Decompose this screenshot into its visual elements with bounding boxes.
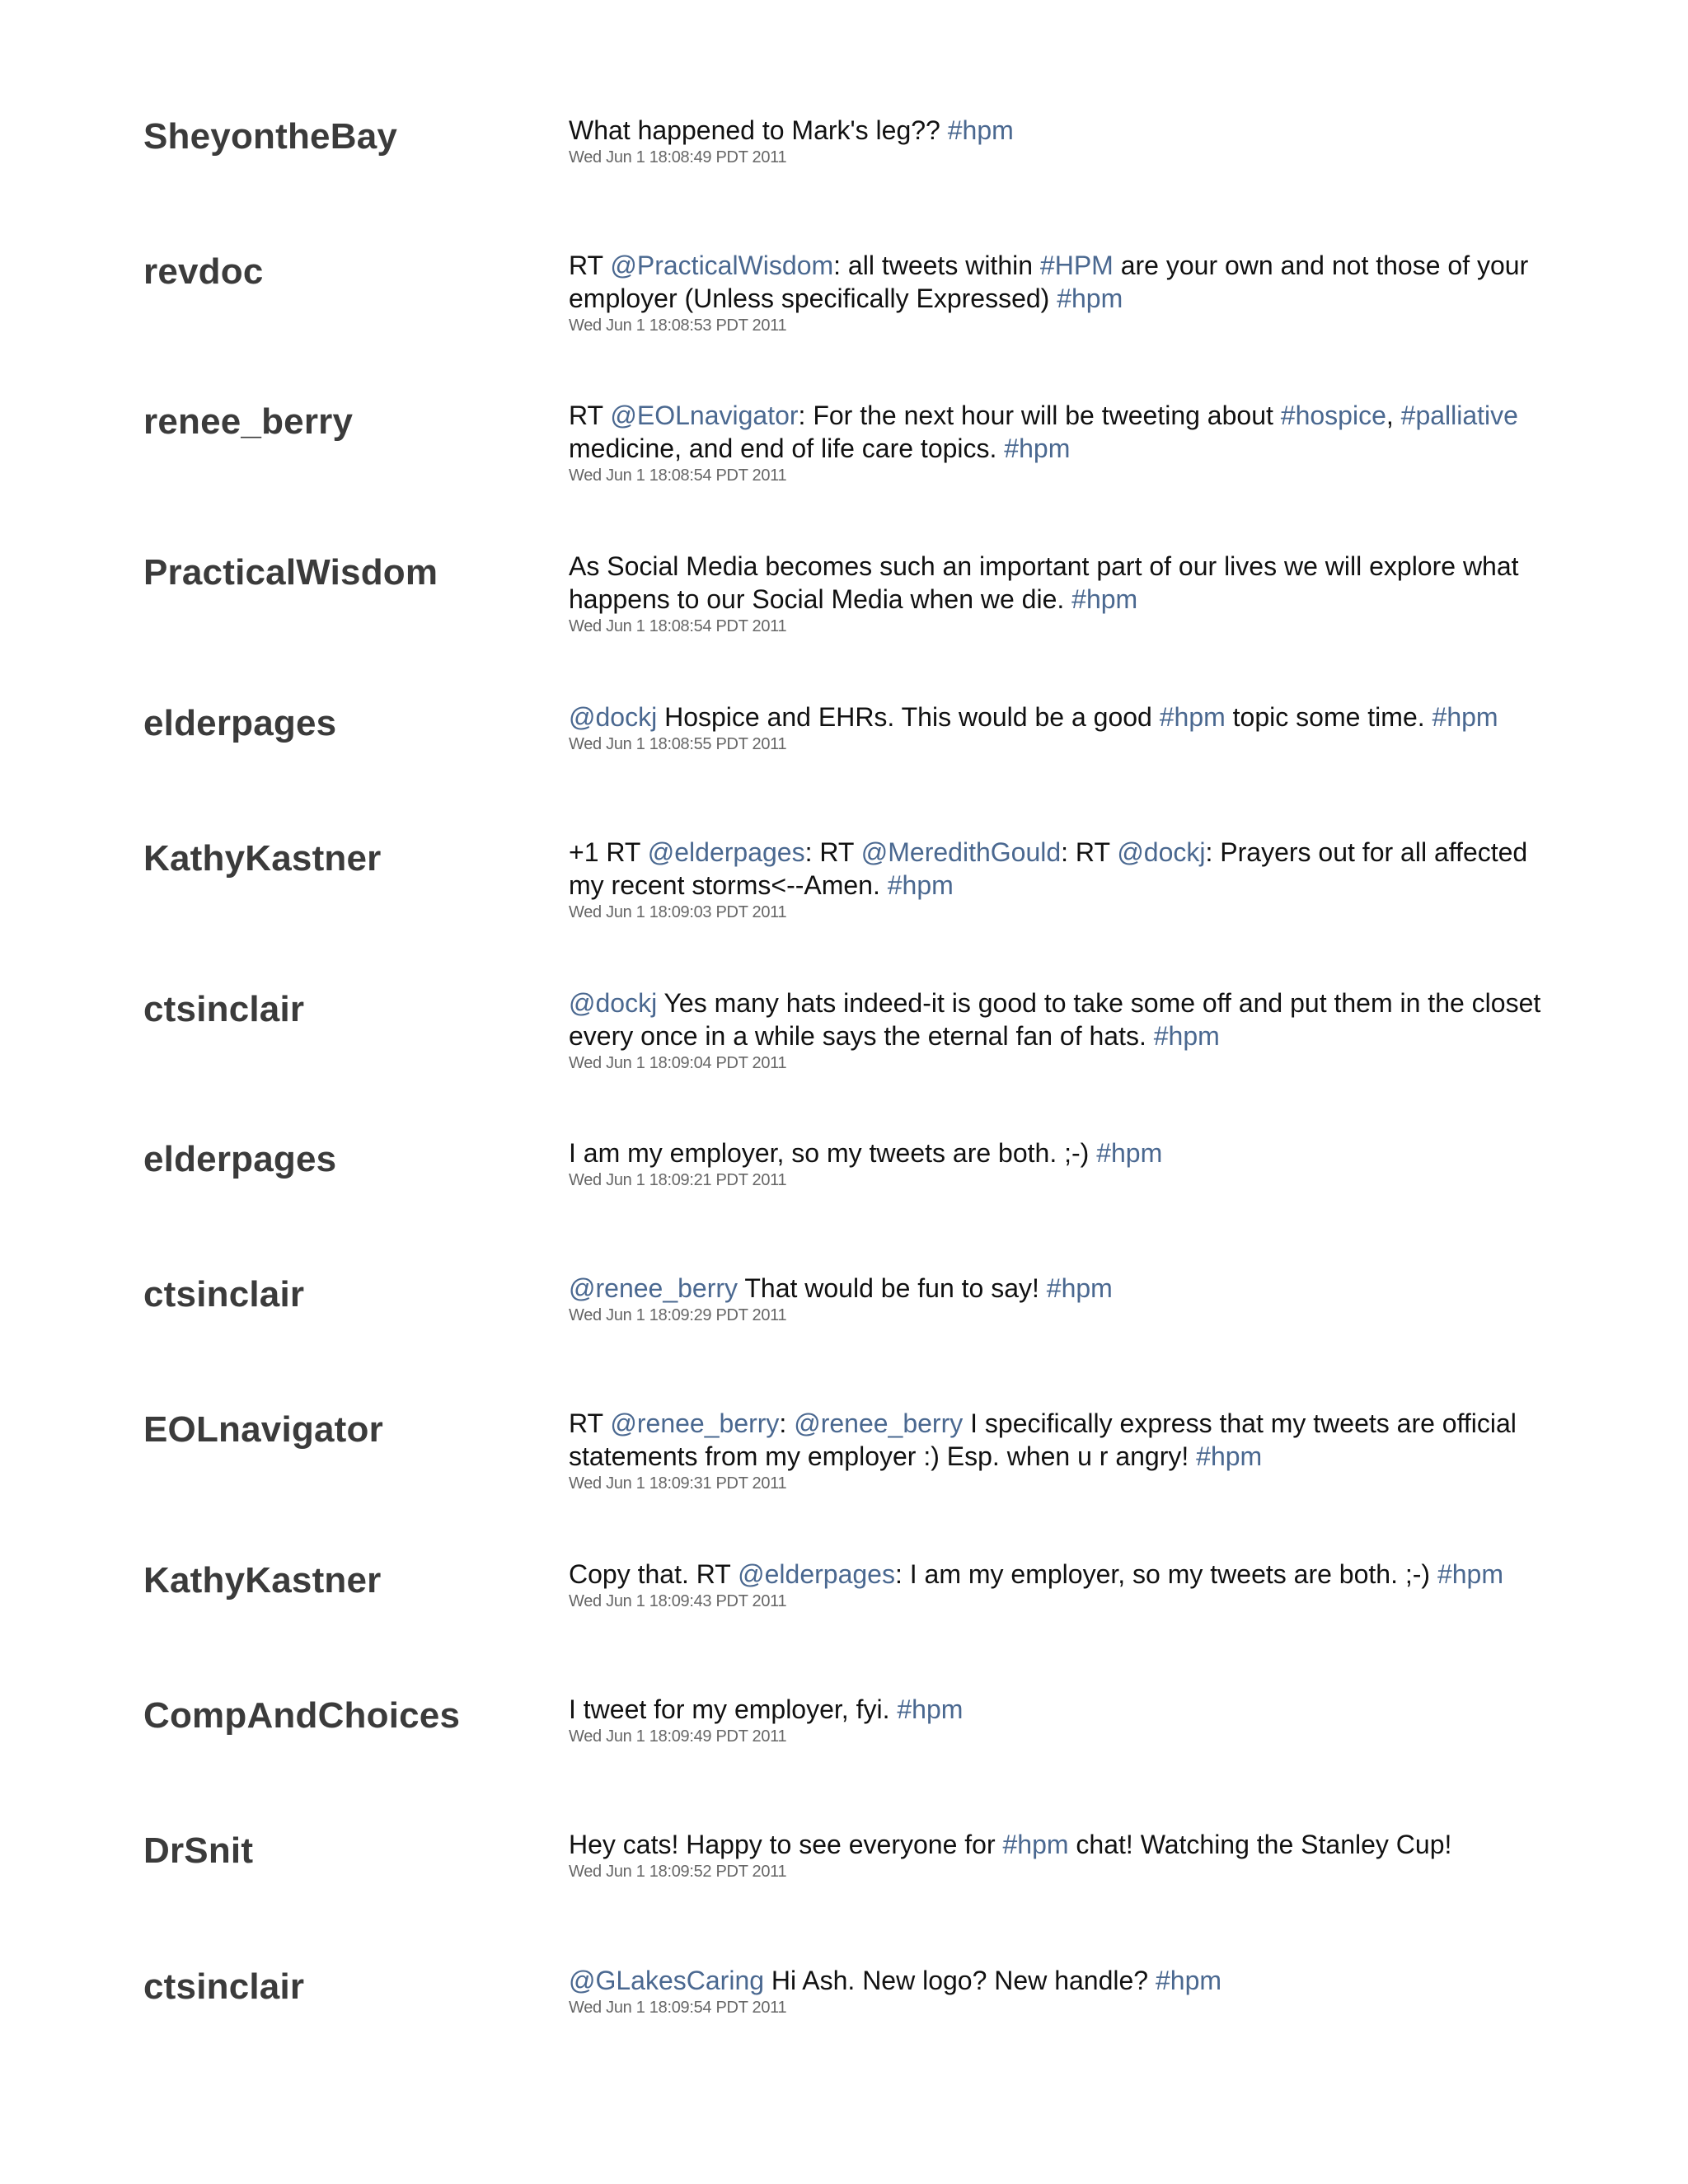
tweet-content [569, 701, 1541, 755]
tweet-timestamp: Wed Jun 1 18:09:54 PDT 2011 [569, 1999, 787, 2017]
tweet-timestamp: Wed Jun 1 18:09:43 PDT 2011 [569, 1592, 787, 1610]
tweet-timestamp: Wed Jun 1 18:08:55 PDT 2011 [569, 735, 787, 753]
mention-link[interactable]: @dockj [569, 988, 658, 1018]
tweet-username[interactable]: DrSnit [143, 1830, 254, 1871]
mention-link[interactable]: @GLakesCaring [569, 1966, 765, 1995]
tweet-text [569, 1828, 1541, 1861]
tweet-username[interactable]: renee_berry [143, 401, 354, 442]
hashtag-link[interactable]: #hpm [897, 1694, 964, 1724]
tweet-content [569, 1558, 1541, 1612]
hashtag-link[interactable]: #HPM [1039, 251, 1114, 280]
hashtag-link[interactable]: #hpm [1057, 284, 1123, 313]
tweet-username[interactable]: PracticalWisdom [143, 552, 438, 593]
tweet-content [569, 1272, 1541, 1326]
tweet-text-segment: medicine, and end of life care topics. [569, 434, 1005, 463]
tweet-timestamp: Wed Jun 1 18:09:52 PDT 2011 [569, 1863, 787, 1881]
mention-link[interactable]: @renee_berry [610, 1408, 780, 1438]
tweet-text-segment: , [1386, 401, 1401, 430]
tweet-username[interactable]: CompAndChoices [143, 1695, 461, 1736]
tweet-timestamp: Wed Jun 1 18:09:49 PDT 2011 [569, 1727, 787, 1746]
tweet-username[interactable]: elderpages [143, 1139, 337, 1179]
hashtag-link[interactable]: #palliative [1400, 401, 1518, 430]
tweet-username[interactable]: KathyKastner [143, 838, 382, 879]
tweet-timestamp: Wed Jun 1 18:08:54 PDT 2011 [569, 466, 787, 485]
tweet-content [569, 987, 1541, 1074]
mention-link[interactable]: @renee_berry [794, 1408, 964, 1438]
tweet-text-segment: That would be fun to say! [738, 1273, 1047, 1303]
tweet-content [569, 1828, 1541, 1882]
tweet-text [569, 399, 1541, 465]
tweet-timestamp: Wed Jun 1 18:09:03 PDT 2011 [569, 903, 787, 921]
tweet-text-segment: Yes many hats indeed-it is good to take some off and put them in the closet every once in a while says the eternal fan of hats. [569, 988, 1541, 1051]
tweet-text-segment: : I am my employer, so my tweets are both. ;-) [894, 1559, 1437, 1589]
tweet-timestamp: Wed Jun 1 18:08:53 PDT 2011 [569, 316, 787, 335]
tweet-content [569, 249, 1541, 336]
tweet-content [569, 114, 1541, 168]
tweet-username[interactable]: elderpages [143, 703, 337, 743]
tweet-content [569, 1964, 1541, 2018]
tweet-text [569, 836, 1541, 902]
tweet-text-segment: : RT [804, 837, 861, 867]
tweet-text-segment: Hey cats! Happy to see everyone for [569, 1830, 1003, 1859]
tweet-username[interactable]: SheyontheBay [143, 116, 398, 157]
mention-link[interactable]: @elderpages [647, 837, 805, 867]
mention-link[interactable]: @renee_berry [569, 1273, 738, 1303]
tweet-text [569, 1272, 1541, 1305]
tweet-text [569, 987, 1541, 1052]
tweet-username[interactable]: EOLnavigator [143, 1409, 383, 1450]
tweet-text-segment: I am my employer, so my tweets are both. ;-) [569, 1138, 1097, 1168]
hashtag-link[interactable]: #hpm [1155, 1966, 1222, 1995]
tweet-text-segment: Copy that. RT [569, 1559, 738, 1589]
hashtag-link[interactable]: #hpm [1153, 1021, 1220, 1051]
hashtag-link[interactable]: #hospice [1280, 401, 1386, 430]
hashtag-link[interactable]: #hpm [1071, 584, 1138, 614]
hashtag-link[interactable]: #hpm [1004, 434, 1071, 463]
tweet-text-segment: Hospice and EHRs. This would be a good [657, 702, 1160, 732]
tweet-text [569, 1137, 1541, 1169]
tweet-content [569, 399, 1541, 486]
tweet-content [569, 836, 1541, 923]
tweet-text [569, 701, 1541, 733]
tweet-text [569, 1964, 1541, 1997]
tweet-text-segment: : Prayers out for all affected my recent storms<--Amen. [569, 837, 1528, 900]
tweet-username[interactable]: KathyKastner [143, 1560, 382, 1601]
tweet-text-segment: are your own and not those of your employer (Unless specifically Expressed) [569, 251, 1529, 313]
tweet-text-segment: chat! Watching the Stanley Cup! [1068, 1830, 1452, 1859]
tweet-text-segment: RT [569, 401, 611, 430]
hashtag-link[interactable]: #hpm [1046, 1273, 1113, 1303]
tweet-content [569, 550, 1541, 637]
tweet-content [569, 1407, 1541, 1494]
tweet-text-segment: Hi Ash. New logo? New handle? [764, 1966, 1156, 1995]
hashtag-link[interactable]: #hpm [1159, 702, 1226, 732]
tweet-text-segment: topic some time. [1225, 702, 1432, 732]
tweet-text-segment: : RT [1061, 837, 1118, 867]
tweet-timestamp: Wed Jun 1 18:08:49 PDT 2011 [569, 148, 787, 166]
tweet-content [569, 1693, 1541, 1747]
tweet-timestamp: Wed Jun 1 18:08:54 PDT 2011 [569, 617, 787, 635]
tweet-text-segment: What happened to Mark's leg?? [569, 115, 948, 145]
tweet-text [569, 550, 1541, 616]
hashtag-link[interactable]: #hpm [887, 870, 954, 900]
hashtag-link[interactable]: #hpm [1196, 1441, 1263, 1471]
tweet-text [569, 114, 1541, 147]
mention-link[interactable]: @EOLnavigator [610, 401, 799, 430]
mention-link[interactable]: @dockj [1117, 837, 1206, 867]
tweet-text-segment: As Social Media becomes such an important part of our lives we will explore what happens to our Social Media when we die. [569, 551, 1519, 614]
tweet-text-segment: I specifically express that my tweets are official statements from my employer :) Esp. when u r angry! [569, 1408, 1517, 1471]
tweet-timestamp: Wed Jun 1 18:09:31 PDT 2011 [569, 1474, 787, 1493]
tweet-username[interactable]: revdoc [143, 251, 264, 292]
mention-link[interactable]: @PracticalWisdom [610, 251, 834, 280]
hashtag-link[interactable]: #hpm [947, 115, 1014, 145]
tweet-text-segment: : For the next hour will be tweeting about [798, 401, 1281, 430]
tweet-text-segment: : [779, 1408, 795, 1438]
hashtag-link[interactable]: #hpm [1002, 1830, 1069, 1859]
tweet-text-segment: RT [569, 1408, 611, 1438]
tweet-username[interactable]: ctsinclair [143, 1274, 305, 1315]
tweet-timestamp: Wed Jun 1 18:09:04 PDT 2011 [569, 1054, 787, 1072]
tweet-text [569, 249, 1541, 315]
tweet-text-segment: : all tweets within [833, 251, 1040, 280]
tweet-timestamp: Wed Jun 1 18:09:21 PDT 2011 [569, 1171, 787, 1189]
tweet-username[interactable]: ctsinclair [143, 989, 305, 1029]
tweet-text [569, 1407, 1541, 1473]
tweet-text-segment: +1 RT [569, 837, 648, 867]
tweet-username[interactable]: ctsinclair [143, 1966, 305, 2007]
hashtag-link[interactable]: #hpm [1096, 1138, 1163, 1168]
hashtag-link[interactable]: #hpm [1437, 1559, 1503, 1589]
mention-link[interactable]: @elderpages [738, 1559, 895, 1589]
tweet-timestamp: Wed Jun 1 18:09:29 PDT 2011 [569, 1306, 787, 1324]
mention-link[interactable]: @MeredithGould [860, 837, 1062, 867]
tweet-text [569, 1558, 1541, 1591]
mention-link[interactable]: @dockj [569, 702, 658, 732]
hashtag-link[interactable]: #hpm [1432, 702, 1498, 732]
tweet-text [569, 1693, 1541, 1726]
tweet-text-segment: I tweet for my employer, fyi. [569, 1694, 898, 1724]
tweet-content [569, 1137, 1541, 1191]
tweet-text-segment: RT [569, 251, 611, 280]
